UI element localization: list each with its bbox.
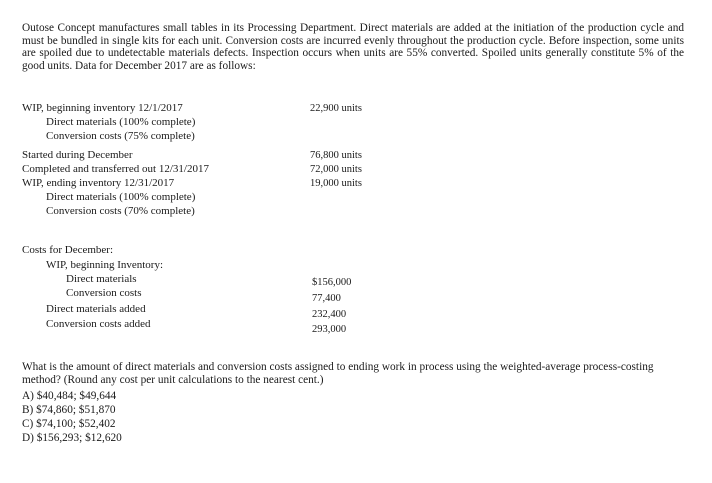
units-value-wip-beginning: 22,900 units <box>310 103 362 114</box>
costs-value-dm: $156,000 <box>312 277 352 288</box>
units-row-dm-complete-begin: Direct materials (100% complete) <box>46 116 196 128</box>
question-text: What is the amount of direct materials and conversion costs assigned to ending work in process using the weighted-average process-costing method? (Round any cost per unit calculations to the nearest cent.) <box>22 361 654 386</box>
costs-value-cc-added: 293,000 <box>312 324 347 335</box>
costs-row-dm: Direct materials <box>66 273 137 285</box>
costs-row-cc-added: Conversion costs added <box>46 318 151 330</box>
costs-row-cc: Conversion costs <box>66 287 142 299</box>
option-d: D) $156,293; $12,620 <box>22 432 122 444</box>
costs-header: Costs for December: <box>22 244 114 256</box>
units-row-dm-complete-end: Direct materials (100% complete) <box>46 191 196 203</box>
problem-intro: Outose Concept manufactures small tables in its Processing Department. Direct materials are added at the initiation of the production cycle and must be bundled in single kits for each unit. Conversion costs are incurred evenly throughout the production cycle. Before inspection, some units are spoiled due to undetectable materials defects. Inspection occurs when units are 55% converted. Spoiled units generally constitute 5% of the good units. Data for December 2017 are as follows: <box>22 22 684 72</box>
units-value-started: 76,800 units <box>310 150 362 161</box>
units-row-completed: Completed and transferred out 12/31/2017 <box>22 163 209 175</box>
costs-row-wip-beginning: WIP, beginning Inventory: <box>46 259 164 271</box>
units-row-started: Started during December <box>22 149 133 161</box>
option-b: B) $74,860; $51,870 <box>22 404 116 416</box>
costs-row-dm-added: Direct materials added <box>46 303 146 315</box>
option-c: C) $74,100; $52,402 <box>22 418 116 430</box>
costs-value-dm-added: 232,400 <box>312 309 347 320</box>
units-value-completed: 72,000 units <box>310 164 362 175</box>
costs-value-cc: 77,400 <box>312 293 341 304</box>
units-row-wip-beginning: WIP, beginning inventory 12/1/2017 <box>22 102 183 114</box>
option-a: A) $40,484; $49,644 <box>22 390 117 402</box>
units-row-cc-complete-end: Conversion costs (70% complete) <box>46 205 195 217</box>
units-row-wip-ending: WIP, ending inventory 12/31/2017 <box>22 177 175 189</box>
units-value-wip-ending: 19,000 units <box>310 178 362 189</box>
units-row-cc-complete-begin: Conversion costs (75% complete) <box>46 130 195 142</box>
